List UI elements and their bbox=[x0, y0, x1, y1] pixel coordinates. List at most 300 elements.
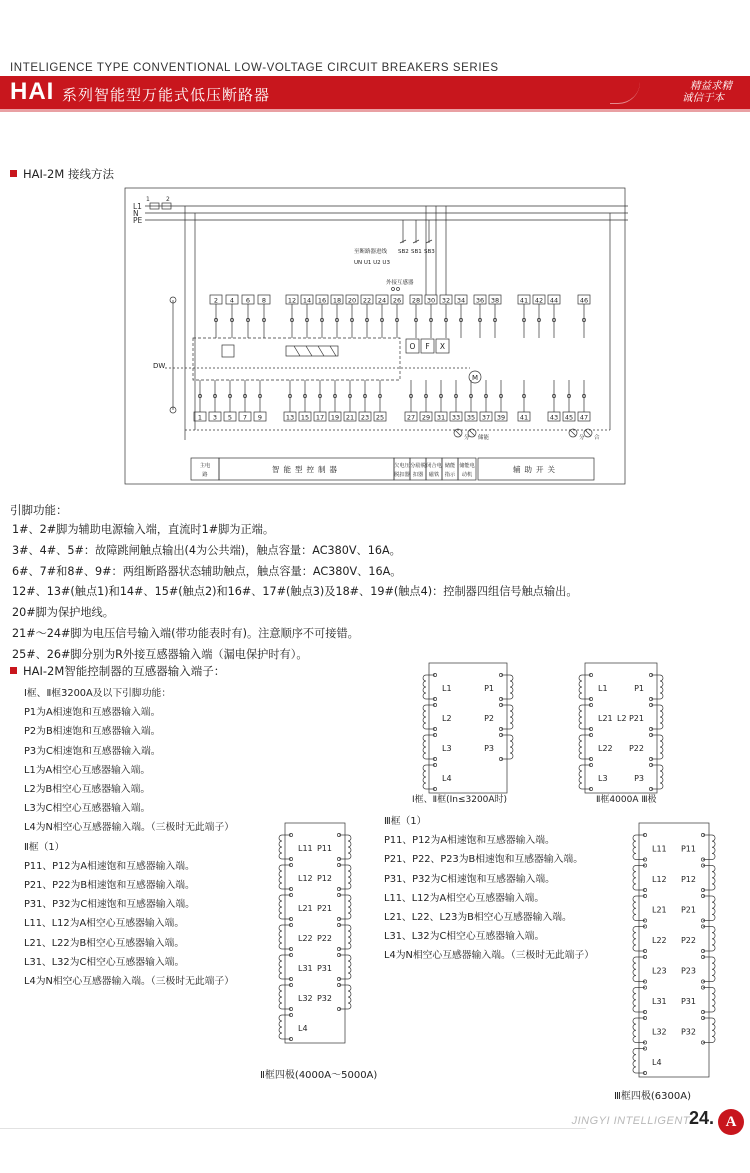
bottom-terminal-label: 27 bbox=[406, 413, 416, 422]
ct-coil-icon bbox=[279, 865, 282, 889]
bottom-terminal-label: 7 bbox=[242, 413, 248, 422]
ct-coil-icon bbox=[279, 985, 282, 1009]
ct-coil-icon bbox=[712, 1018, 715, 1043]
bottom-terminal-label: 3 bbox=[212, 413, 218, 422]
bottom-terminal-label: 37 bbox=[481, 413, 491, 422]
diagram3-pin-icon bbox=[289, 953, 292, 956]
bottom-terminal-label: 23 bbox=[360, 413, 370, 422]
top-terminal-label: 8 bbox=[261, 296, 267, 305]
diagram2-pin-icon bbox=[589, 733, 592, 736]
ct-coil-icon bbox=[423, 675, 426, 699]
bottom-terminal-label: 17 bbox=[315, 413, 325, 422]
page-badge: A bbox=[718, 1109, 744, 1135]
diagram4-pin-icon bbox=[643, 858, 646, 861]
pin-function-item: 1#、2#脚为辅助电源输入端，直流时1#脚为正端。 bbox=[12, 523, 275, 536]
diagram2-pin-icon bbox=[649, 733, 652, 736]
ct-coil-icon bbox=[633, 896, 636, 921]
diagram1-pin-icon bbox=[433, 727, 436, 730]
diagram2-pin-icon bbox=[589, 673, 592, 676]
contact-icon bbox=[330, 346, 336, 356]
diagram3-p-label: P11 bbox=[316, 844, 332, 853]
diagram3-pin-icon bbox=[337, 863, 340, 866]
diagram4-p-label: P23 bbox=[680, 966, 696, 976]
ct-frame12-item: L4为N相空心互感器输入端。（三极时无此端子） bbox=[24, 976, 235, 988]
supply-label: N bbox=[133, 209, 139, 218]
ct-coil-icon bbox=[423, 765, 426, 789]
series-title: INTELIGENCE TYPE CONVENTIONAL LOW-VOLTAGE CIRCUIT BREAKERS SERIES bbox=[10, 62, 499, 74]
diagram2-p-label: P22 bbox=[628, 744, 644, 753]
ct-frame3-item: L11、L12为A相空心互感器输入端。 bbox=[384, 892, 545, 904]
diagram2-pin-icon bbox=[649, 787, 652, 790]
diagram3-pin-icon bbox=[289, 857, 292, 860]
diagram3-pin-icon bbox=[289, 1007, 292, 1010]
ct-coil-icon bbox=[279, 925, 282, 949]
diagram2-pin-icon bbox=[649, 703, 652, 706]
diagram4-pin-icon bbox=[701, 980, 704, 983]
bottom-terminal-label: 33 bbox=[451, 413, 461, 422]
diagram2-p-label: P1 bbox=[634, 684, 644, 693]
diagram3-p-label: P12 bbox=[316, 874, 332, 883]
bottom-terminal-label: 9 bbox=[257, 413, 263, 422]
diagram4-caption: Ⅲ框四极(6300A) bbox=[614, 1091, 691, 1102]
top-terminal-label: 26 bbox=[392, 296, 402, 305]
pin-functions-title: 引脚功能： bbox=[10, 503, 68, 517]
diagram4-l-label: L31 bbox=[652, 996, 667, 1006]
ct-connector-icon bbox=[397, 288, 400, 291]
supply-label: PE bbox=[133, 216, 143, 225]
diagram1-p-label: P1 bbox=[484, 684, 494, 693]
banner-title: 系列智能型万能式低压断路器 bbox=[62, 86, 271, 104]
ct-connector-icon bbox=[392, 288, 395, 291]
diagram1-pin-icon bbox=[433, 673, 436, 676]
lamp-label: 分 bbox=[464, 435, 470, 441]
voltage-input-label: 至断路器进线 bbox=[354, 249, 388, 255]
ct-coil-icon bbox=[712, 927, 715, 952]
ct-coil-icon bbox=[633, 927, 636, 952]
fuse-label: 2 bbox=[166, 196, 170, 203]
bottom-terminal-label: 1 bbox=[197, 413, 203, 422]
ct-coil-icon bbox=[510, 675, 513, 699]
bottom-terminal-label: 41 bbox=[519, 413, 529, 422]
diagram4-pin-icon bbox=[643, 986, 646, 989]
ct-frame3-item: L31、L32为C相空心互感器输入端。 bbox=[384, 931, 545, 943]
diagram4-p-label: P22 bbox=[680, 935, 696, 945]
diagram3-pin-icon bbox=[289, 1013, 292, 1016]
lamp-label: 合 bbox=[594, 435, 600, 441]
ct-frame12-item: L4为N相空心互感器输入端。（三极时无此端子） bbox=[24, 822, 235, 834]
ct-coil-icon bbox=[510, 705, 513, 729]
bottom-terminal-label: 45 bbox=[564, 413, 574, 422]
ct-coil-icon bbox=[579, 735, 582, 759]
diagram4-pin-icon bbox=[643, 1010, 646, 1013]
wiring-title-text: HAI-2M 接线方法 bbox=[23, 167, 114, 181]
diagram1-pin-icon bbox=[499, 673, 502, 676]
voltage-phase-label: UN U1 U2 U3 bbox=[354, 260, 390, 266]
diagram1-pin-icon bbox=[499, 733, 502, 736]
diagram3-l-label: L21 bbox=[298, 904, 313, 913]
diagram4-pin-icon bbox=[701, 955, 704, 958]
diagram4-pin-icon bbox=[643, 1041, 646, 1044]
ct-frame3-item: P31、P32为C相速饱和互感器输入端。 bbox=[384, 873, 555, 885]
diagram1-pin-icon bbox=[433, 763, 436, 766]
diagram4-pin-icon bbox=[643, 864, 646, 867]
bottom-terminal-label: 31 bbox=[436, 413, 446, 422]
diagram3-l-label: L22 bbox=[298, 934, 313, 943]
diagram3-pin-icon bbox=[337, 977, 340, 980]
ct-coil-icon bbox=[579, 765, 582, 789]
diagram1-l-label: L1 bbox=[442, 684, 452, 693]
diagram1-pin-icon bbox=[433, 787, 436, 790]
top-terminal-label: 16 bbox=[317, 296, 327, 305]
diagram4-pin-icon bbox=[643, 894, 646, 897]
diagram3-p-label: P22 bbox=[316, 934, 332, 943]
ct-frame12-item: P31、P32为C相速饱和互感器输入端。 bbox=[24, 899, 195, 911]
diagram2-pin-icon bbox=[589, 763, 592, 766]
diagram3-l-label: L4 bbox=[298, 1024, 308, 1033]
ct-frame12-item: P21、P22为B相速饱和互感器输入端。 bbox=[24, 880, 195, 892]
top-terminal-label: 30 bbox=[426, 296, 436, 305]
ct-coil-icon bbox=[633, 988, 636, 1013]
ct-frame3-item: Ⅲ框（1） bbox=[384, 816, 427, 827]
ct-frame12-item: P3为C相速饱和互感器输入端。 bbox=[24, 745, 161, 757]
ct-coil-icon bbox=[348, 895, 351, 919]
diagram2-pin-icon bbox=[589, 697, 592, 700]
bottom-terminal-label: 25 bbox=[375, 413, 385, 422]
ct-frame12-item: P1为A相速饱和互感器输入端。 bbox=[24, 707, 161, 719]
supply-label: L1 bbox=[133, 202, 142, 211]
bottom-terminal-label: 19 bbox=[330, 413, 340, 422]
ct-coil-icon bbox=[660, 735, 663, 759]
diagram4-l-label: L11 bbox=[652, 844, 667, 854]
diagram4-p-label: P12 bbox=[680, 874, 696, 884]
diagram2-pin-icon bbox=[589, 787, 592, 790]
diagram2-pin-icon bbox=[649, 727, 652, 730]
ct-coil-icon bbox=[712, 988, 715, 1013]
ct-coil-icon bbox=[633, 835, 636, 860]
ct-coil-icon bbox=[660, 675, 663, 699]
bottom-cell-label: 指示 bbox=[444, 472, 456, 478]
diagram4-pin-icon bbox=[643, 1047, 646, 1050]
pin-function-item: 21#～24#脚为电压信号输入端(带功能表时有)。注意顺序不可接错。 bbox=[12, 626, 359, 640]
diagram4-p-label: P31 bbox=[680, 996, 696, 1006]
diagram4-l-label: L12 bbox=[652, 874, 667, 884]
top-terminal-label: 41 bbox=[519, 296, 529, 305]
switch-label: SB1 bbox=[411, 249, 422, 255]
top-terminal-label: 6 bbox=[245, 296, 251, 305]
diagram2-pin-icon bbox=[589, 757, 592, 760]
top-terminal-label: 18 bbox=[332, 296, 342, 305]
diagram4-pin-icon bbox=[701, 888, 704, 891]
ct-coil-icon bbox=[579, 675, 582, 699]
diagram3-pin-icon bbox=[289, 947, 292, 950]
bottom-terminal-label: 39 bbox=[496, 413, 506, 422]
ct-coil-icon bbox=[579, 705, 582, 729]
bottom-cell-label: 扣器 bbox=[412, 472, 424, 478]
slogan-line-2: 诚信于本 bbox=[682, 92, 724, 104]
diagram1-pin-icon bbox=[433, 733, 436, 736]
diagram1-p-label: P3 bbox=[484, 744, 494, 753]
ct-frame12-item: Ⅰ框、Ⅱ框3200A及以下引脚功能： bbox=[24, 688, 172, 699]
diagram4-pin-icon bbox=[643, 955, 646, 958]
ofx-label: X bbox=[439, 342, 446, 351]
diagram3-pin-icon bbox=[289, 1037, 292, 1040]
pin-function-item: 6#、7#和8#、9#：两组断路器状态辅助触点，触点容量：AC380V、16A。 bbox=[12, 564, 402, 578]
top-terminal-label: 44 bbox=[549, 296, 559, 305]
diagram4-l-label: L32 bbox=[652, 1027, 667, 1037]
top-terminal-label: 36 bbox=[475, 296, 485, 305]
diagram4-p-label: P11 bbox=[680, 844, 696, 854]
relay-icon bbox=[222, 345, 234, 357]
ct-coil-icon bbox=[712, 866, 715, 891]
diagram2-pin-icon bbox=[589, 727, 592, 730]
ct-coil-icon bbox=[633, 1049, 636, 1074]
bottom-terminal-label: 29 bbox=[421, 413, 431, 422]
ct-frame12-item: Ⅱ框（1） bbox=[24, 841, 65, 853]
diagram2-pin-icon bbox=[649, 763, 652, 766]
diagram1-p-label: P2 bbox=[484, 714, 494, 723]
diagram3-pin-icon bbox=[337, 887, 340, 890]
diagram4-pin-icon bbox=[643, 1071, 646, 1074]
top-terminal-label: 4 bbox=[229, 296, 235, 305]
diagram4-l-label: L23 bbox=[652, 966, 667, 976]
bottom-cell-label: 智能型控制器 bbox=[272, 465, 341, 474]
ct-frame12-item: L21、L22为B相空心互感器输入端。 bbox=[24, 937, 185, 949]
diagram3-pin-icon bbox=[337, 923, 340, 926]
switch-label: SB2 bbox=[398, 249, 409, 255]
ct-coil-icon bbox=[348, 955, 351, 979]
diagram3-pin-icon bbox=[289, 893, 292, 896]
ct-coil-icon bbox=[660, 705, 663, 729]
lamp-cross-icon bbox=[469, 430, 475, 436]
bottom-terminal-label: 5 bbox=[227, 413, 233, 422]
diagram1-l-label: L3 bbox=[442, 744, 452, 753]
switch-label: SB3 bbox=[424, 249, 435, 255]
pin-function-item: 25#、26#脚分别为R外接互感器输入端（漏电保护时有）。 bbox=[12, 647, 308, 661]
ct-coil-icon bbox=[633, 1018, 636, 1043]
diagram3-pin-icon bbox=[337, 947, 340, 950]
bottom-cell-label: 分励脱 bbox=[410, 463, 426, 469]
diagram3-pin-icon bbox=[289, 887, 292, 890]
ct-frame12-item: L3为C相空心互感器输入端。 bbox=[24, 803, 151, 815]
lamp-cross-icon bbox=[455, 430, 461, 436]
bottom-terminal-label: 15 bbox=[300, 413, 310, 422]
diagram4-pin-icon bbox=[701, 925, 704, 928]
pin-functions-list bbox=[12, 520, 612, 666]
diagram2-extra-label: L2 bbox=[617, 714, 627, 723]
diagram2-l-label: L22 bbox=[598, 744, 613, 753]
ofx-label: F bbox=[425, 342, 430, 351]
ct-coil-icon bbox=[348, 925, 351, 949]
diagram2-p-label: P21 bbox=[628, 714, 644, 723]
bottom-terminal-label: 35 bbox=[466, 413, 476, 422]
diagram1-pin-icon bbox=[499, 757, 502, 760]
diagram1-l-label: L2 bbox=[442, 714, 452, 723]
diagram-frame bbox=[125, 188, 625, 484]
diagram4-l-label: L4 bbox=[652, 1057, 662, 1067]
diagram4-l-label: L21 bbox=[652, 905, 667, 915]
diagram1-pin-icon bbox=[433, 697, 436, 700]
bottom-cell-label: 储能电 bbox=[459, 463, 475, 469]
diagram1-caption: Ⅰ框、Ⅱ框(In≤3200A时) bbox=[412, 795, 508, 805]
bottom-terminal-label: 21 bbox=[345, 413, 355, 422]
diagram4-frame bbox=[639, 823, 709, 1077]
diagram1-pin-icon bbox=[433, 703, 436, 706]
diagram3-pin-icon bbox=[289, 983, 292, 986]
top-terminal-label: 14 bbox=[302, 296, 312, 305]
diagram4-pin-icon bbox=[643, 833, 646, 836]
diagram3-frame bbox=[285, 823, 345, 1043]
diagram3-pin-icon bbox=[289, 863, 292, 866]
ct-coil-icon bbox=[279, 835, 282, 859]
ct-frame3-item: L4为N相空心互感器输入端。（三极时无此端子） bbox=[384, 950, 595, 962]
bottom-cell-label: 主电 bbox=[199, 463, 211, 469]
diagram3-pin-icon bbox=[337, 1007, 340, 1010]
diagram3-l-label: L12 bbox=[298, 874, 313, 883]
diagram2-frame bbox=[585, 663, 657, 793]
brand-logo: HAI bbox=[10, 78, 55, 105]
diagram2-p-label: P3 bbox=[634, 774, 644, 783]
diagram4-pin-icon bbox=[701, 1041, 704, 1044]
diagram4-pin-icon bbox=[643, 1016, 646, 1019]
lamp-cross-icon bbox=[585, 430, 591, 436]
diagram2-caption: Ⅱ框4000A Ⅲ极 bbox=[596, 795, 657, 805]
page-number: 24. bbox=[688, 1108, 714, 1128]
diagram3-pin-icon bbox=[337, 917, 340, 920]
bottom-cell-label: 磁铁 bbox=[428, 472, 440, 478]
ct-coil-icon bbox=[633, 957, 636, 982]
ct-frame12-item: L2为B相空心互感器输入端。 bbox=[24, 784, 151, 796]
diagram1-pin-icon bbox=[499, 703, 502, 706]
diagram4-pin-icon bbox=[701, 1016, 704, 1019]
bottom-cell-label: 闭合电 bbox=[426, 463, 442, 469]
pin-function-item: 12#、13#(触点1)和14#、15#(触点2)和16#、17#(触点3)及18#、19#(触点4)：控制器四组信号触点输出。 bbox=[12, 585, 578, 599]
diagram1-frame bbox=[429, 663, 507, 793]
diagram2-l-label: L21 bbox=[598, 714, 613, 723]
diagram3-pin-icon bbox=[289, 833, 292, 836]
ct-coil-icon bbox=[279, 1015, 282, 1039]
bottom-cell-label: 动机 bbox=[461, 472, 473, 478]
diagram4-pin-icon bbox=[643, 980, 646, 983]
diagram2-l-label: L1 bbox=[598, 684, 608, 693]
ct-coil-icon bbox=[633, 866, 636, 891]
diagram3-pin-icon bbox=[337, 833, 340, 836]
diagram2-pin-icon bbox=[649, 697, 652, 700]
dw-label: DW bbox=[153, 362, 166, 370]
diagram3-p-label: P31 bbox=[316, 964, 332, 973]
diagram3-l-label: L32 bbox=[298, 994, 313, 1003]
top-terminal-label: 32 bbox=[441, 296, 451, 305]
top-terminal-label: 34 bbox=[456, 296, 466, 305]
diagram2-l-label: L3 bbox=[598, 774, 608, 783]
diagram4-l-label: L22 bbox=[652, 935, 667, 945]
ct-frame12-item: L11、L12为A相空心互感器输入端。 bbox=[24, 918, 185, 930]
top-terminal-label: 2 bbox=[213, 296, 219, 305]
bottom-cell-label: 路 bbox=[202, 472, 208, 478]
diagram2-pin-icon bbox=[589, 703, 592, 706]
ct-coil-icon bbox=[279, 895, 282, 919]
ct-coil-icon bbox=[510, 735, 513, 759]
diagram1-pin-icon bbox=[499, 697, 502, 700]
lamp-label: 分 bbox=[579, 435, 585, 441]
ct-coil-icon bbox=[712, 896, 715, 921]
bottom-terminal-label: 43 bbox=[549, 413, 559, 422]
diagram3-pin-icon bbox=[289, 977, 292, 980]
diagram3-pin-icon bbox=[337, 953, 340, 956]
diagram4-pin-icon bbox=[643, 925, 646, 928]
diagram3-pin-icon bbox=[289, 917, 292, 920]
ct-frame3-item: L21、L22、L23为B相空心互感器输入端。 bbox=[384, 912, 572, 924]
fuse-label: 1 bbox=[146, 196, 150, 203]
diagram4-pin-icon bbox=[643, 888, 646, 891]
ofx-label: O bbox=[409, 342, 416, 351]
diagram4-pin-icon bbox=[701, 949, 704, 952]
diagram3-pin-icon bbox=[337, 983, 340, 986]
contact-icon bbox=[318, 346, 324, 356]
diagram4-p-label: P21 bbox=[680, 905, 696, 915]
top-terminal-label: 38 bbox=[490, 296, 500, 305]
ct-coil-icon bbox=[279, 955, 282, 979]
motor-label: M bbox=[471, 374, 479, 382]
diagram4-pin-icon bbox=[701, 858, 704, 861]
ct-list-frame-3 bbox=[384, 812, 594, 966]
ct-coil-icon bbox=[712, 957, 715, 982]
bottom-cell-label: 脱扣器 bbox=[394, 472, 410, 478]
ct-coil-icon bbox=[660, 765, 663, 789]
top-terminal-label: 24 bbox=[377, 296, 387, 305]
diagram4-pin-icon bbox=[643, 919, 646, 922]
diagram3-l-label: L31 bbox=[298, 964, 313, 973]
lamp-cross-icon bbox=[570, 430, 576, 436]
contact-bank-icon bbox=[286, 346, 338, 356]
diagram1-pin-icon bbox=[433, 757, 436, 760]
pin-function-item: 3#、4#、5#：故障跳闸触点输出(4为公共端)，触点容量：AC380V、16A。 bbox=[12, 543, 401, 557]
ct-frame12-item: L1为A相空心互感器输入端。 bbox=[24, 764, 151, 776]
top-terminal-label: 42 bbox=[534, 296, 544, 305]
top-terminal-label: 22 bbox=[362, 296, 372, 305]
footer-brand: JINGYI INTELLIGENT bbox=[571, 1115, 690, 1127]
diagram4-pin-icon bbox=[701, 864, 704, 867]
diagram4-pin-icon bbox=[701, 894, 704, 897]
ct-frame12-item: P2为B相速饱和互感器输入端。 bbox=[24, 726, 161, 738]
diagram3-pin-icon bbox=[337, 857, 340, 860]
diagram4-pin-icon bbox=[701, 833, 704, 836]
diagram4-p-label: P32 bbox=[680, 1027, 696, 1037]
contact-icon bbox=[306, 346, 312, 356]
diagram3-p-label: P21 bbox=[316, 904, 332, 913]
diagram3-pin-icon bbox=[289, 923, 292, 926]
wiring-diagram bbox=[0, 0, 750, 500]
pin-function-item: 20#脚为保护地线。 bbox=[12, 606, 114, 620]
diagram4-pin-icon bbox=[701, 986, 704, 989]
diagram3-pin-icon bbox=[337, 893, 340, 896]
diagram2-pin-icon bbox=[649, 673, 652, 676]
diagram2-pin-icon bbox=[649, 757, 652, 760]
diagram1-l-label: L4 bbox=[442, 774, 452, 783]
ct-coil-icon bbox=[348, 985, 351, 1009]
bottom-terminal-label: 13 bbox=[285, 413, 295, 422]
ct-coil-icon bbox=[348, 835, 351, 859]
ct-section-title bbox=[10, 663, 225, 679]
lamp-label: 储能 bbox=[478, 435, 490, 441]
diagram3-l-label: L11 bbox=[298, 844, 313, 853]
bottom-cell-label: 辅助开关 bbox=[513, 465, 559, 474]
ct-title-text: HAI-2M智能控制器的互感器输入端子： bbox=[23, 664, 226, 678]
diagram3-caption: Ⅱ框四极(4000A～5000A) bbox=[260, 1070, 378, 1081]
top-terminal-label: 28 bbox=[411, 296, 421, 305]
ct-list-frame-1-2 bbox=[24, 684, 234, 991]
top-terminal-label: 46 bbox=[579, 296, 589, 305]
ct-frame3-item: P21、P22、P23为B相速饱和互感器输入端。 bbox=[384, 854, 583, 866]
